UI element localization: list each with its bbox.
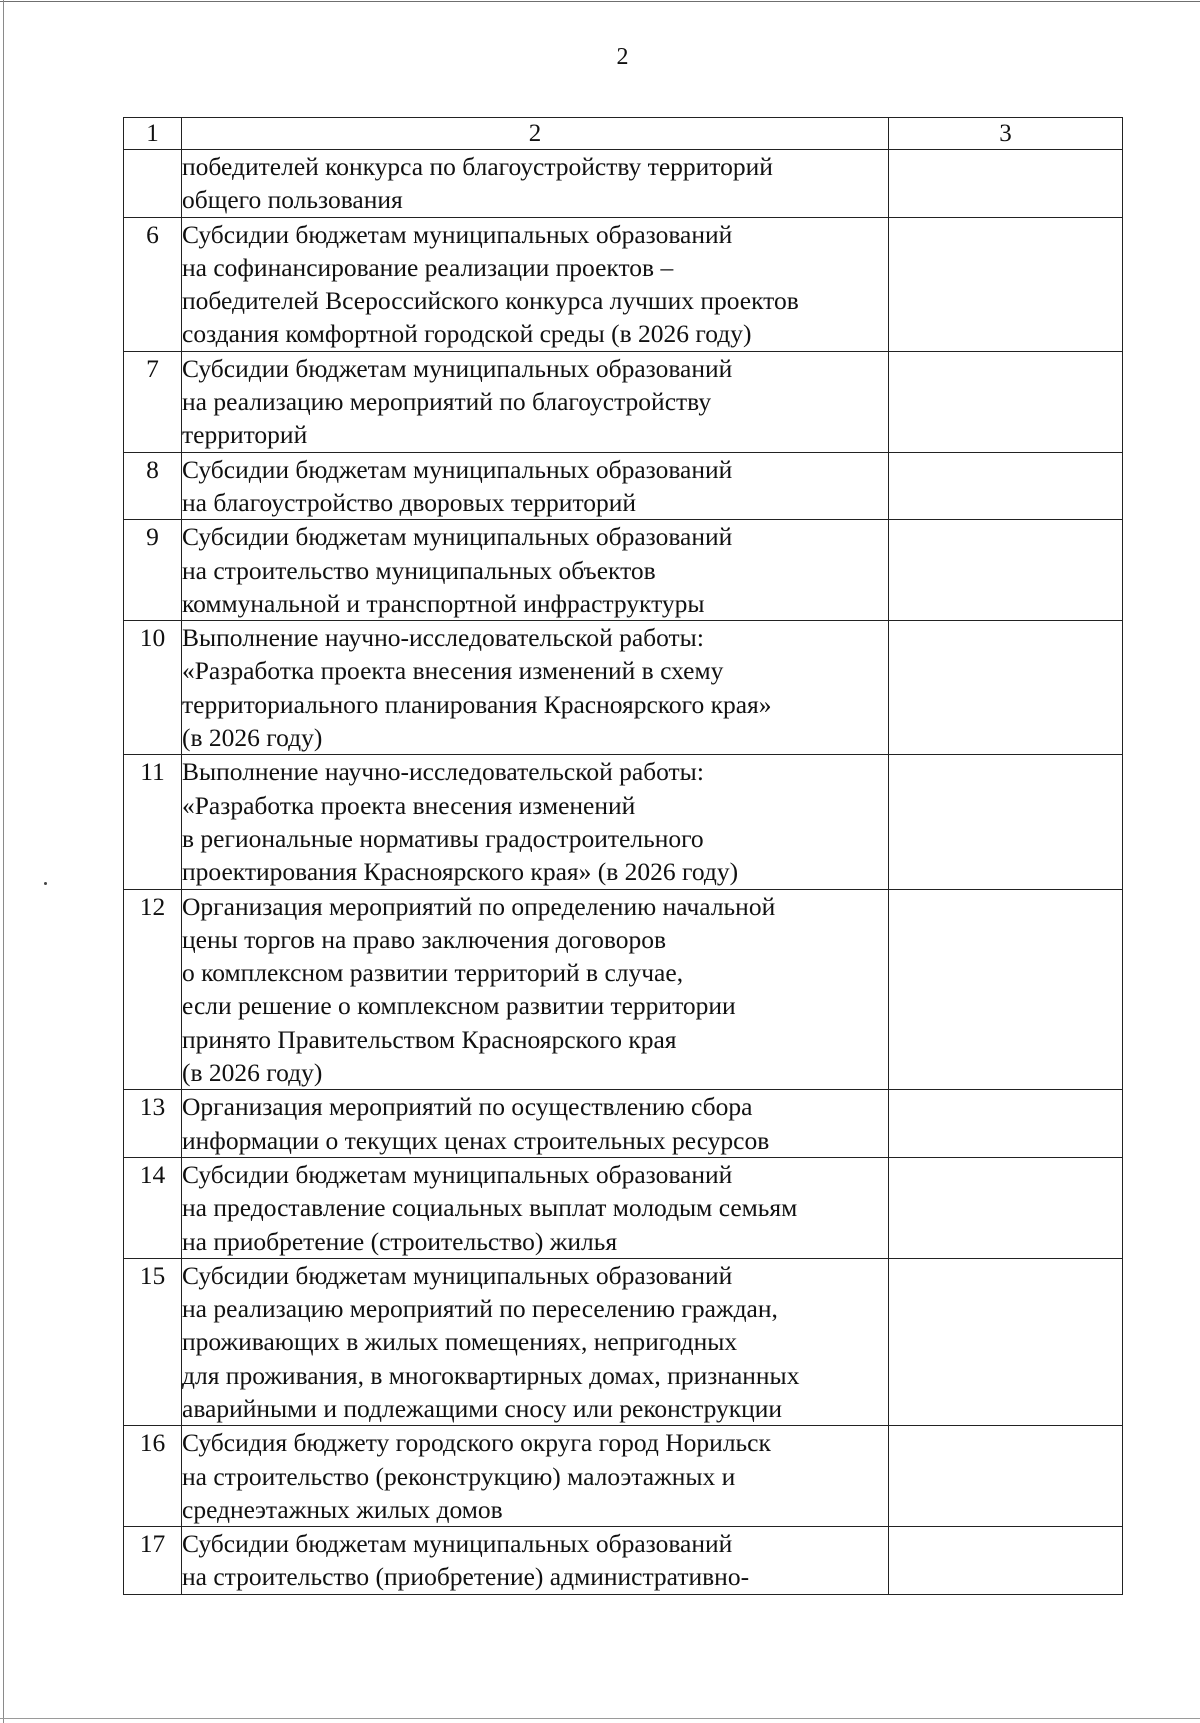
table-row <box>124 217 1123 351</box>
row-column-3 <box>889 351 1123 452</box>
row-number: 9 <box>124 520 182 621</box>
description-line: информации о текущих ценах строительных ресурсов <box>182 1125 770 1155</box>
row-column-3 <box>889 1426 1123 1527</box>
table-row <box>124 621 1123 755</box>
description-line: «Разработка проекта внесения изменений <box>182 790 636 820</box>
row-number: 8 <box>124 452 182 520</box>
description-line: аварийными и подлежащими сносу или реконструкции <box>182 1393 783 1423</box>
row-description <box>182 889 889 1090</box>
row-number: 6 <box>124 217 182 351</box>
description-line: территорий <box>182 420 308 450</box>
row-description <box>182 1090 889 1158</box>
description-line: Выполнение научно-исследовательской работы: <box>182 757 704 787</box>
description-line: Субсидии бюджетам муниципальных образований <box>182 219 733 249</box>
description-line: (в 2026 году) <box>182 1058 323 1088</box>
table-row <box>124 452 1123 520</box>
description-line: на реализацию мероприятий по благоустройству <box>182 387 712 417</box>
description-line: Субсидии бюджетам муниципальных образований <box>182 1260 733 1290</box>
description-line: Субсидия бюджету городского округа город Норильск <box>182 1428 771 1458</box>
row-description <box>182 1426 889 1527</box>
row-description <box>182 217 889 351</box>
scan-left-edge <box>3 0 4 1723</box>
page-number: 2 <box>616 44 629 70</box>
row-column-3 <box>889 150 1123 218</box>
description-line: цены торгов на право заключения договоров <box>182 924 667 954</box>
scan-top-edge <box>0 1 1200 2</box>
description-line: на софинансирование реализации проектов – <box>182 252 674 282</box>
description-line: на предоставление социальных выплат молодым семьям <box>182 1193 798 1223</box>
row-column-3 <box>889 217 1123 351</box>
description-line: о комплексном развитии территорий в случае, <box>182 958 684 988</box>
table-row <box>124 755 1123 889</box>
scan-speck <box>44 882 47 885</box>
row-description <box>182 520 889 621</box>
row-column-3 <box>889 755 1123 889</box>
row-column-3 <box>889 1157 1123 1258</box>
description-line: Организация мероприятий по осуществлению сбора <box>182 1092 753 1122</box>
description-line: «Разработка проекта внесения изменений в схему <box>182 656 724 686</box>
description-line: победителей конкурса по благоустройству территорий <box>182 152 773 181</box>
description-line: на приобретение (строительство) жилья <box>182 1226 618 1256</box>
description-line: если решение о комплексном развитии территории <box>182 991 736 1021</box>
row-description <box>182 150 889 218</box>
row-description <box>182 755 889 889</box>
description-line: создания комфортной городской среды (в 2026 году) <box>182 319 752 349</box>
row-description <box>182 351 889 452</box>
row-number: 11 <box>124 755 182 889</box>
description-line: Организация мероприятий по определению начальной <box>182 891 776 921</box>
description-line: победителей Всероссийского конкурса лучших проектов <box>182 286 799 316</box>
row-number: 16 <box>124 1426 182 1527</box>
description-line: общего пользования <box>182 185 403 215</box>
row-column-3 <box>889 520 1123 621</box>
description-line: на строительство муниципальных объектов <box>182 555 656 585</box>
description-line: Субсидии бюджетам муниципальных образований <box>182 353 733 383</box>
header-cell-2: 2 <box>182 118 889 150</box>
row-column-3 <box>889 889 1123 1090</box>
description-line: для проживания, в многоквартирных домах, признанных <box>182 1360 800 1390</box>
row-number: 14 <box>124 1157 182 1258</box>
description-line: коммунальной и транспортной инфраструктуры <box>182 588 705 618</box>
row-number: 7 <box>124 351 182 452</box>
header-cell-1: 1 <box>124 118 182 150</box>
description-line: проектирования Красноярского края» (в 2026 году) <box>182 857 739 887</box>
row-column-3 <box>889 621 1123 755</box>
description-line: Субсидии бюджетам муниципальных образований <box>182 522 733 552</box>
description-line: Субсидии бюджетам муниципальных образований <box>182 454 733 484</box>
table-row <box>124 1527 1123 1595</box>
description-line: на строительство (реконструкцию) малоэтажных и <box>182 1461 736 1491</box>
row-description <box>182 1527 889 1595</box>
row-column-3 <box>889 452 1123 520</box>
table-row <box>124 889 1123 1090</box>
table-header-row <box>124 118 1123 150</box>
description-line: на благоустройство дворовых территорий <box>182 487 637 517</box>
row-description <box>182 1258 889 1425</box>
row-number: 15 <box>124 1258 182 1425</box>
description-line: (в 2026 году) <box>182 723 323 753</box>
description-line: в региональные нормативы градостроительного <box>182 823 704 853</box>
description-line: проживающих в жилых помещениях, непригодных <box>182 1327 738 1357</box>
description-line: на реализацию мероприятий по переселению граждан, <box>182 1294 778 1324</box>
description-line: принято Правительством Красноярского края <box>182 1024 677 1054</box>
row-number <box>124 150 182 218</box>
table-row <box>124 520 1123 621</box>
scan-bottom-edge <box>0 1718 1200 1719</box>
row-number: 12 <box>124 889 182 1090</box>
description-line: среднеэтажных жилых домов <box>182 1494 503 1524</box>
row-description <box>182 1157 889 1258</box>
row-number: 17 <box>124 1527 182 1595</box>
table-row <box>124 1258 1123 1425</box>
table-row <box>124 1426 1123 1527</box>
row-number: 10 <box>124 621 182 755</box>
table-row <box>124 1090 1123 1158</box>
description-line: Субсидии бюджетам муниципальных образований <box>182 1159 733 1189</box>
description-line: на строительство (приобретение) административно- <box>182 1562 750 1592</box>
description-line: Субсидии бюджетам муниципальных образований <box>182 1529 733 1559</box>
row-description <box>182 452 889 520</box>
document-table <box>123 117 1123 1595</box>
description-line: территориального планирования Красноярского края» <box>182 689 772 719</box>
row-description <box>182 621 889 755</box>
row-column-3 <box>889 1527 1123 1595</box>
header-cell-3: 3 <box>889 118 1123 150</box>
table-row <box>124 150 1123 218</box>
table-row <box>124 351 1123 452</box>
row-column-3 <box>889 1258 1123 1425</box>
row-column-3 <box>889 1090 1123 1158</box>
row-number: 13 <box>124 1090 182 1158</box>
description-line: Выполнение научно-исследовательской работы: <box>182 623 704 653</box>
table-row <box>124 1157 1123 1258</box>
